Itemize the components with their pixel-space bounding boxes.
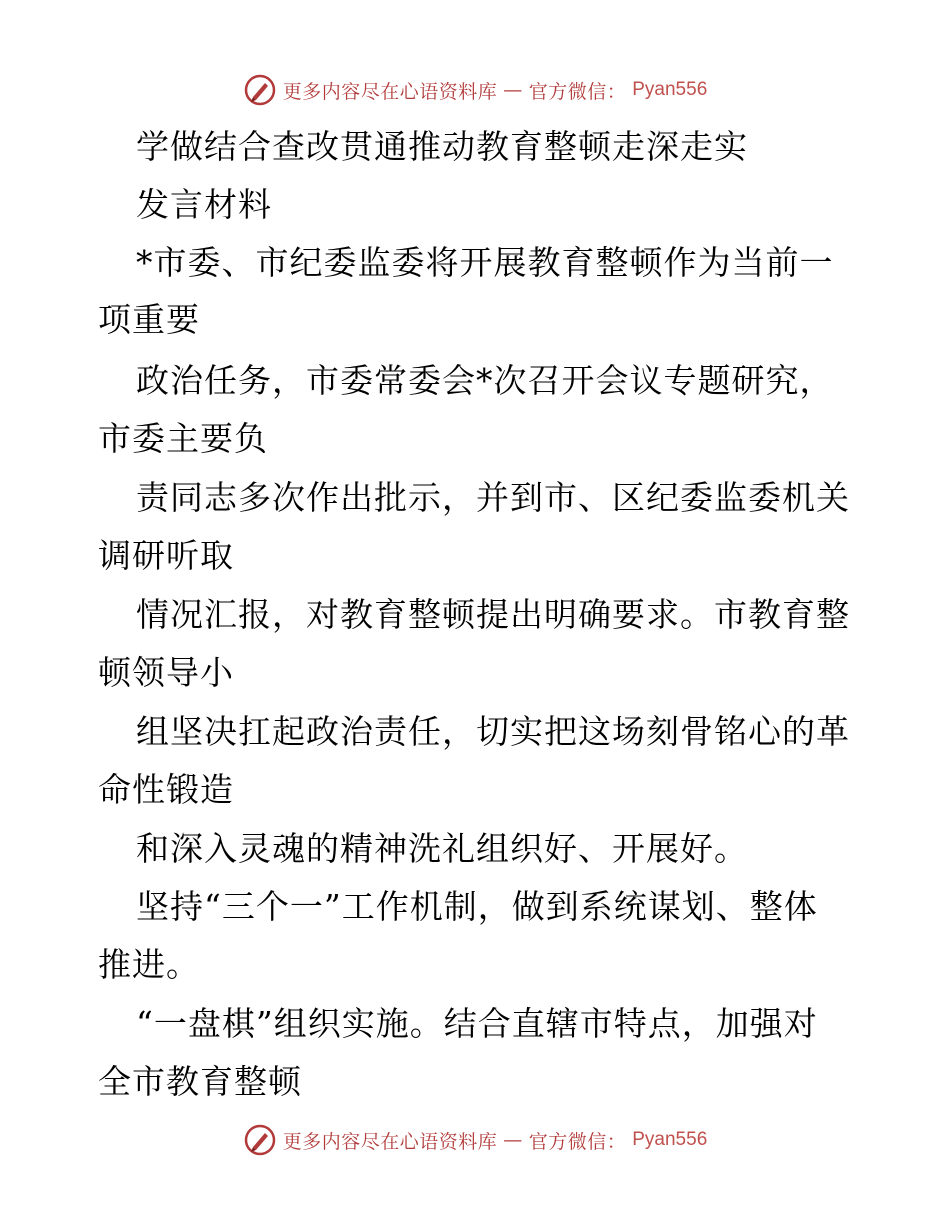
paragraph-line: 市委主要负: [98, 419, 268, 458]
watermark-text: 更多内容尽在心语资料库: [282, 80, 498, 103]
header-watermark: [0, 70, 950, 110]
paragraph-line: 调研听取: [98, 536, 234, 575]
paragraph-line: 推进。: [98, 945, 200, 984]
doc-title-line: 学做结合查改贯通推动教育整顿走深走实: [136, 127, 748, 166]
paragraph-line: 全市教育整顿: [98, 1062, 302, 1101]
watermark-label: 官方微信：: [528, 80, 627, 103]
pen-logo-icon: [243, 1123, 277, 1157]
paragraph-line: 政治任务，市委常委会*次召开会议专题研究，: [136, 361, 834, 400]
paragraph-line: 坚持“三个一”工作机制，做到系统谋划、整体: [136, 887, 818, 926]
watermark-handle: Pyan556: [632, 79, 708, 100]
watermark-handle: Pyan556: [632, 1129, 708, 1150]
paragraph-line: 命性锻造: [98, 770, 234, 809]
paragraph-line: 责同志多次作出批示，并到市、区纪委监委机关: [136, 478, 850, 517]
paragraph-line: 项重要: [98, 300, 200, 339]
watermark-dash: —: [503, 1129, 523, 1151]
pen-logo-icon: [243, 73, 277, 107]
paragraph-line: 顿领导小: [98, 653, 234, 692]
watermark-text: 更多内容尽在心语资料库: [282, 1130, 498, 1153]
paragraph-line: “一盘棋”组织实施。结合直辖市特点，加强对: [136, 1004, 818, 1043]
paragraph-line: 和深入灵魂的精神洗礼组织好、开展好。: [136, 829, 748, 868]
watermark-label: 官方微信：: [528, 1130, 627, 1153]
paragraph-line: 情况汇报，对教育整顿提出明确要求。市教育整: [136, 595, 850, 634]
footer-watermark: [0, 1120, 950, 1160]
watermark-dash: —: [503, 79, 523, 101]
paragraph-line: *市委、市纪委监委将开展教育整顿作为当前一: [136, 243, 834, 282]
paragraph-line: 组坚决扛起政治责任，切实把这场刻骨铭心的革: [136, 712, 850, 751]
doc-subtitle-line: 发言材料: [136, 185, 272, 224]
